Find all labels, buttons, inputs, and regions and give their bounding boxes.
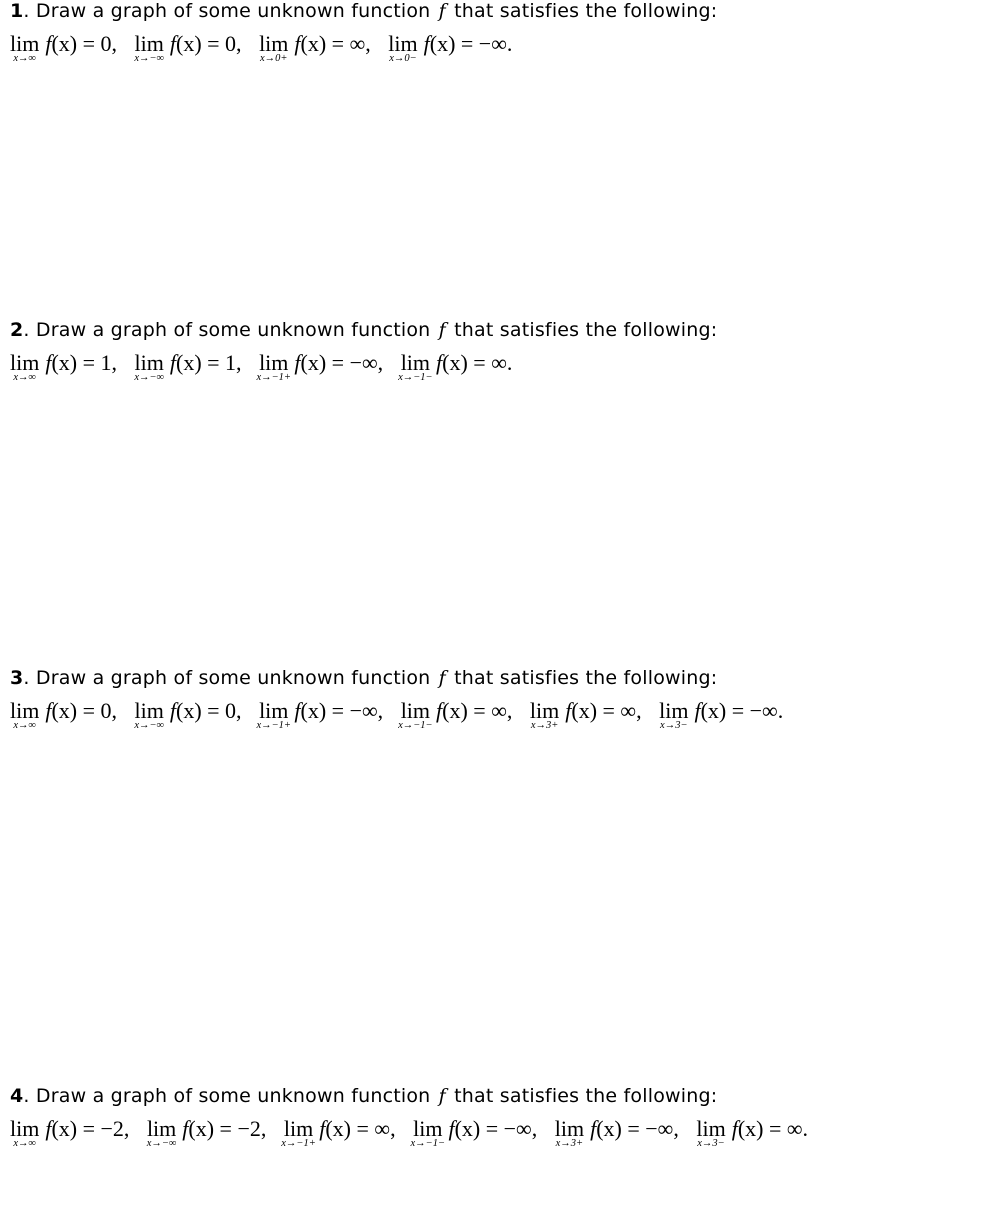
function-symbol: f (423, 31, 430, 56)
function-symbol: f (436, 350, 443, 375)
limit-value: (x) = −∞, (596, 1116, 679, 1141)
lim-subscript: x→∞ (13, 372, 36, 383)
lim-subscript: x→∞ (13, 720, 36, 731)
function-symbol: f (169, 31, 176, 56)
function-symbol: f (590, 1116, 597, 1141)
lim-subscript: x→−∞ (146, 1138, 177, 1149)
limit-expression (134, 698, 242, 731)
lim-word: lim (134, 698, 164, 723)
lim-subscript: x→−∞ (134, 53, 165, 64)
lim-word: lim (659, 698, 689, 723)
limit-value: (x) = ∞, (571, 698, 642, 723)
function-symbol: f (731, 1116, 738, 1141)
limit-expression (659, 698, 784, 731)
function-symbol: f (438, 319, 446, 341)
lim-word: lim (400, 698, 431, 723)
limit-value: (x) = 0, (176, 698, 242, 723)
lim-word: lim (134, 350, 164, 375)
limit-expression (281, 1116, 396, 1149)
problem-number: 3 (10, 667, 24, 689)
function-symbol: f (438, 1085, 446, 1107)
function-symbol: f (45, 350, 52, 375)
function-symbol: f (694, 698, 701, 723)
lim-word: lim (529, 698, 560, 723)
lim-subscript: x→3− (660, 720, 688, 731)
lim-subscript: x→−1− (410, 1138, 446, 1149)
lim-word: lim (134, 31, 164, 56)
limit-value: (x) = 0, (51, 698, 118, 723)
limit-expression (10, 31, 118, 64)
prompt-text: that satisfies the following: (447, 667, 718, 689)
limit-expression (259, 31, 371, 64)
limit-expression (10, 350, 118, 383)
lim-subscript: x→−1+ (281, 1138, 316, 1149)
problem-number: 1 (10, 0, 24, 22)
prompt-text: . Draw a graph of some unknown function (23, 667, 437, 689)
function-symbol: f (45, 698, 52, 723)
lim-subscript: x→−1− (398, 372, 433, 383)
limit-expression (146, 1116, 267, 1149)
problem-number: 4 (10, 1085, 24, 1107)
limit-value: (x) = −2, (188, 1116, 267, 1141)
limit-value: (x) = 1, (51, 350, 118, 375)
limit-value: (x) = −∞. (700, 698, 784, 723)
function-symbol: f (169, 350, 176, 375)
lim-word: lim (413, 1116, 443, 1141)
limit-expression (529, 698, 642, 731)
limit-value: (x) = ∞. (737, 1116, 809, 1141)
prompt-text: that satisfies the following: (447, 319, 718, 341)
limit-expression (398, 698, 513, 731)
limit-value: (x) = −∞, (300, 698, 384, 723)
limit-value: (x) = ∞, (325, 1116, 396, 1141)
limit-list (10, 1116, 820, 1149)
limit-expression (554, 1116, 679, 1149)
limit-value: (x) = −2, (51, 1116, 130, 1141)
limit-expression (256, 350, 384, 383)
lim-word: lim (10, 350, 40, 375)
lim-word: lim (146, 1116, 177, 1141)
problem-prompt (10, 0, 717, 22)
limit-expression (410, 1116, 538, 1149)
lim-word: lim (696, 1116, 726, 1141)
limit-value: (x) = 0, (51, 31, 118, 56)
limit-expression (10, 698, 118, 731)
lim-subscript: x→3+ (530, 720, 559, 731)
lim-subscript: x→3− (697, 1138, 725, 1149)
limit-expression (398, 350, 513, 383)
lim-word: lim (259, 31, 289, 56)
limit-expression (696, 1116, 809, 1149)
lim-word: lim (259, 350, 289, 375)
lim-word: lim (10, 31, 40, 56)
lim-word: lim (283, 1116, 314, 1141)
limit-expression (134, 31, 242, 64)
lim-word: lim (388, 31, 418, 56)
prompt-text: that satisfies the following: (447, 1085, 718, 1107)
limit-value: (x) = −∞, (300, 350, 384, 375)
limit-expression (10, 1116, 130, 1149)
lim-subscript: x→0− (389, 53, 417, 64)
prompt-text: . Draw a graph of some unknown function (23, 319, 437, 341)
lim-subscript: x→−∞ (134, 720, 165, 731)
function-symbol: f (294, 31, 301, 56)
prompt-text: . Draw a graph of some unknown function (23, 1085, 437, 1107)
limit-expression (134, 350, 242, 383)
limit-expression (388, 31, 513, 64)
function-symbol: f (448, 1116, 455, 1141)
problem-number: 2 (10, 319, 24, 341)
limit-value: (x) = ∞. (442, 350, 513, 375)
function-symbol: f (438, 667, 446, 689)
lim-subscript: x→−1+ (256, 372, 292, 383)
limit-value: (x) = ∞, (300, 31, 371, 56)
limit-value: (x) = ∞, (442, 698, 513, 723)
lim-subscript: x→−1− (398, 720, 433, 731)
limit-list (10, 31, 524, 64)
lim-word: lim (554, 1116, 585, 1141)
function-symbol: f (45, 31, 52, 56)
lim-subscript: x→∞ (13, 1138, 36, 1149)
limit-value: (x) = −∞, (454, 1116, 538, 1141)
problem-prompt (10, 1085, 717, 1107)
problem-prompt (10, 667, 717, 689)
limit-value: (x) = 0, (176, 31, 242, 56)
limit-value: (x) = −∞. (429, 31, 513, 56)
limit-list (10, 698, 795, 731)
function-symbol: f (294, 350, 301, 375)
limit-expression (256, 698, 384, 731)
function-symbol: f (182, 1116, 189, 1141)
function-symbol: f (565, 698, 572, 723)
function-symbol: f (45, 1116, 52, 1141)
lim-word: lim (10, 698, 40, 723)
lim-subscript: x→3+ (555, 1138, 584, 1149)
limit-list (10, 350, 524, 383)
limit-value: (x) = 1, (176, 350, 242, 375)
function-symbol: f (438, 0, 446, 22)
function-symbol: f (169, 698, 176, 723)
function-symbol: f (294, 698, 301, 723)
lim-subscript: x→−∞ (134, 372, 165, 383)
lim-word: lim (400, 350, 431, 375)
prompt-text: that satisfies the following: (447, 0, 718, 22)
prompt-text: . Draw a graph of some unknown function (23, 0, 437, 22)
lim-subscript: x→∞ (13, 53, 36, 64)
lim-subscript: x→0+ (259, 53, 288, 64)
lim-subscript: x→−1+ (256, 720, 292, 731)
function-symbol: f (319, 1116, 326, 1141)
lim-word: lim (259, 698, 289, 723)
problem-prompt (10, 319, 717, 341)
lim-word: lim (10, 1116, 40, 1141)
function-symbol: f (436, 698, 443, 723)
